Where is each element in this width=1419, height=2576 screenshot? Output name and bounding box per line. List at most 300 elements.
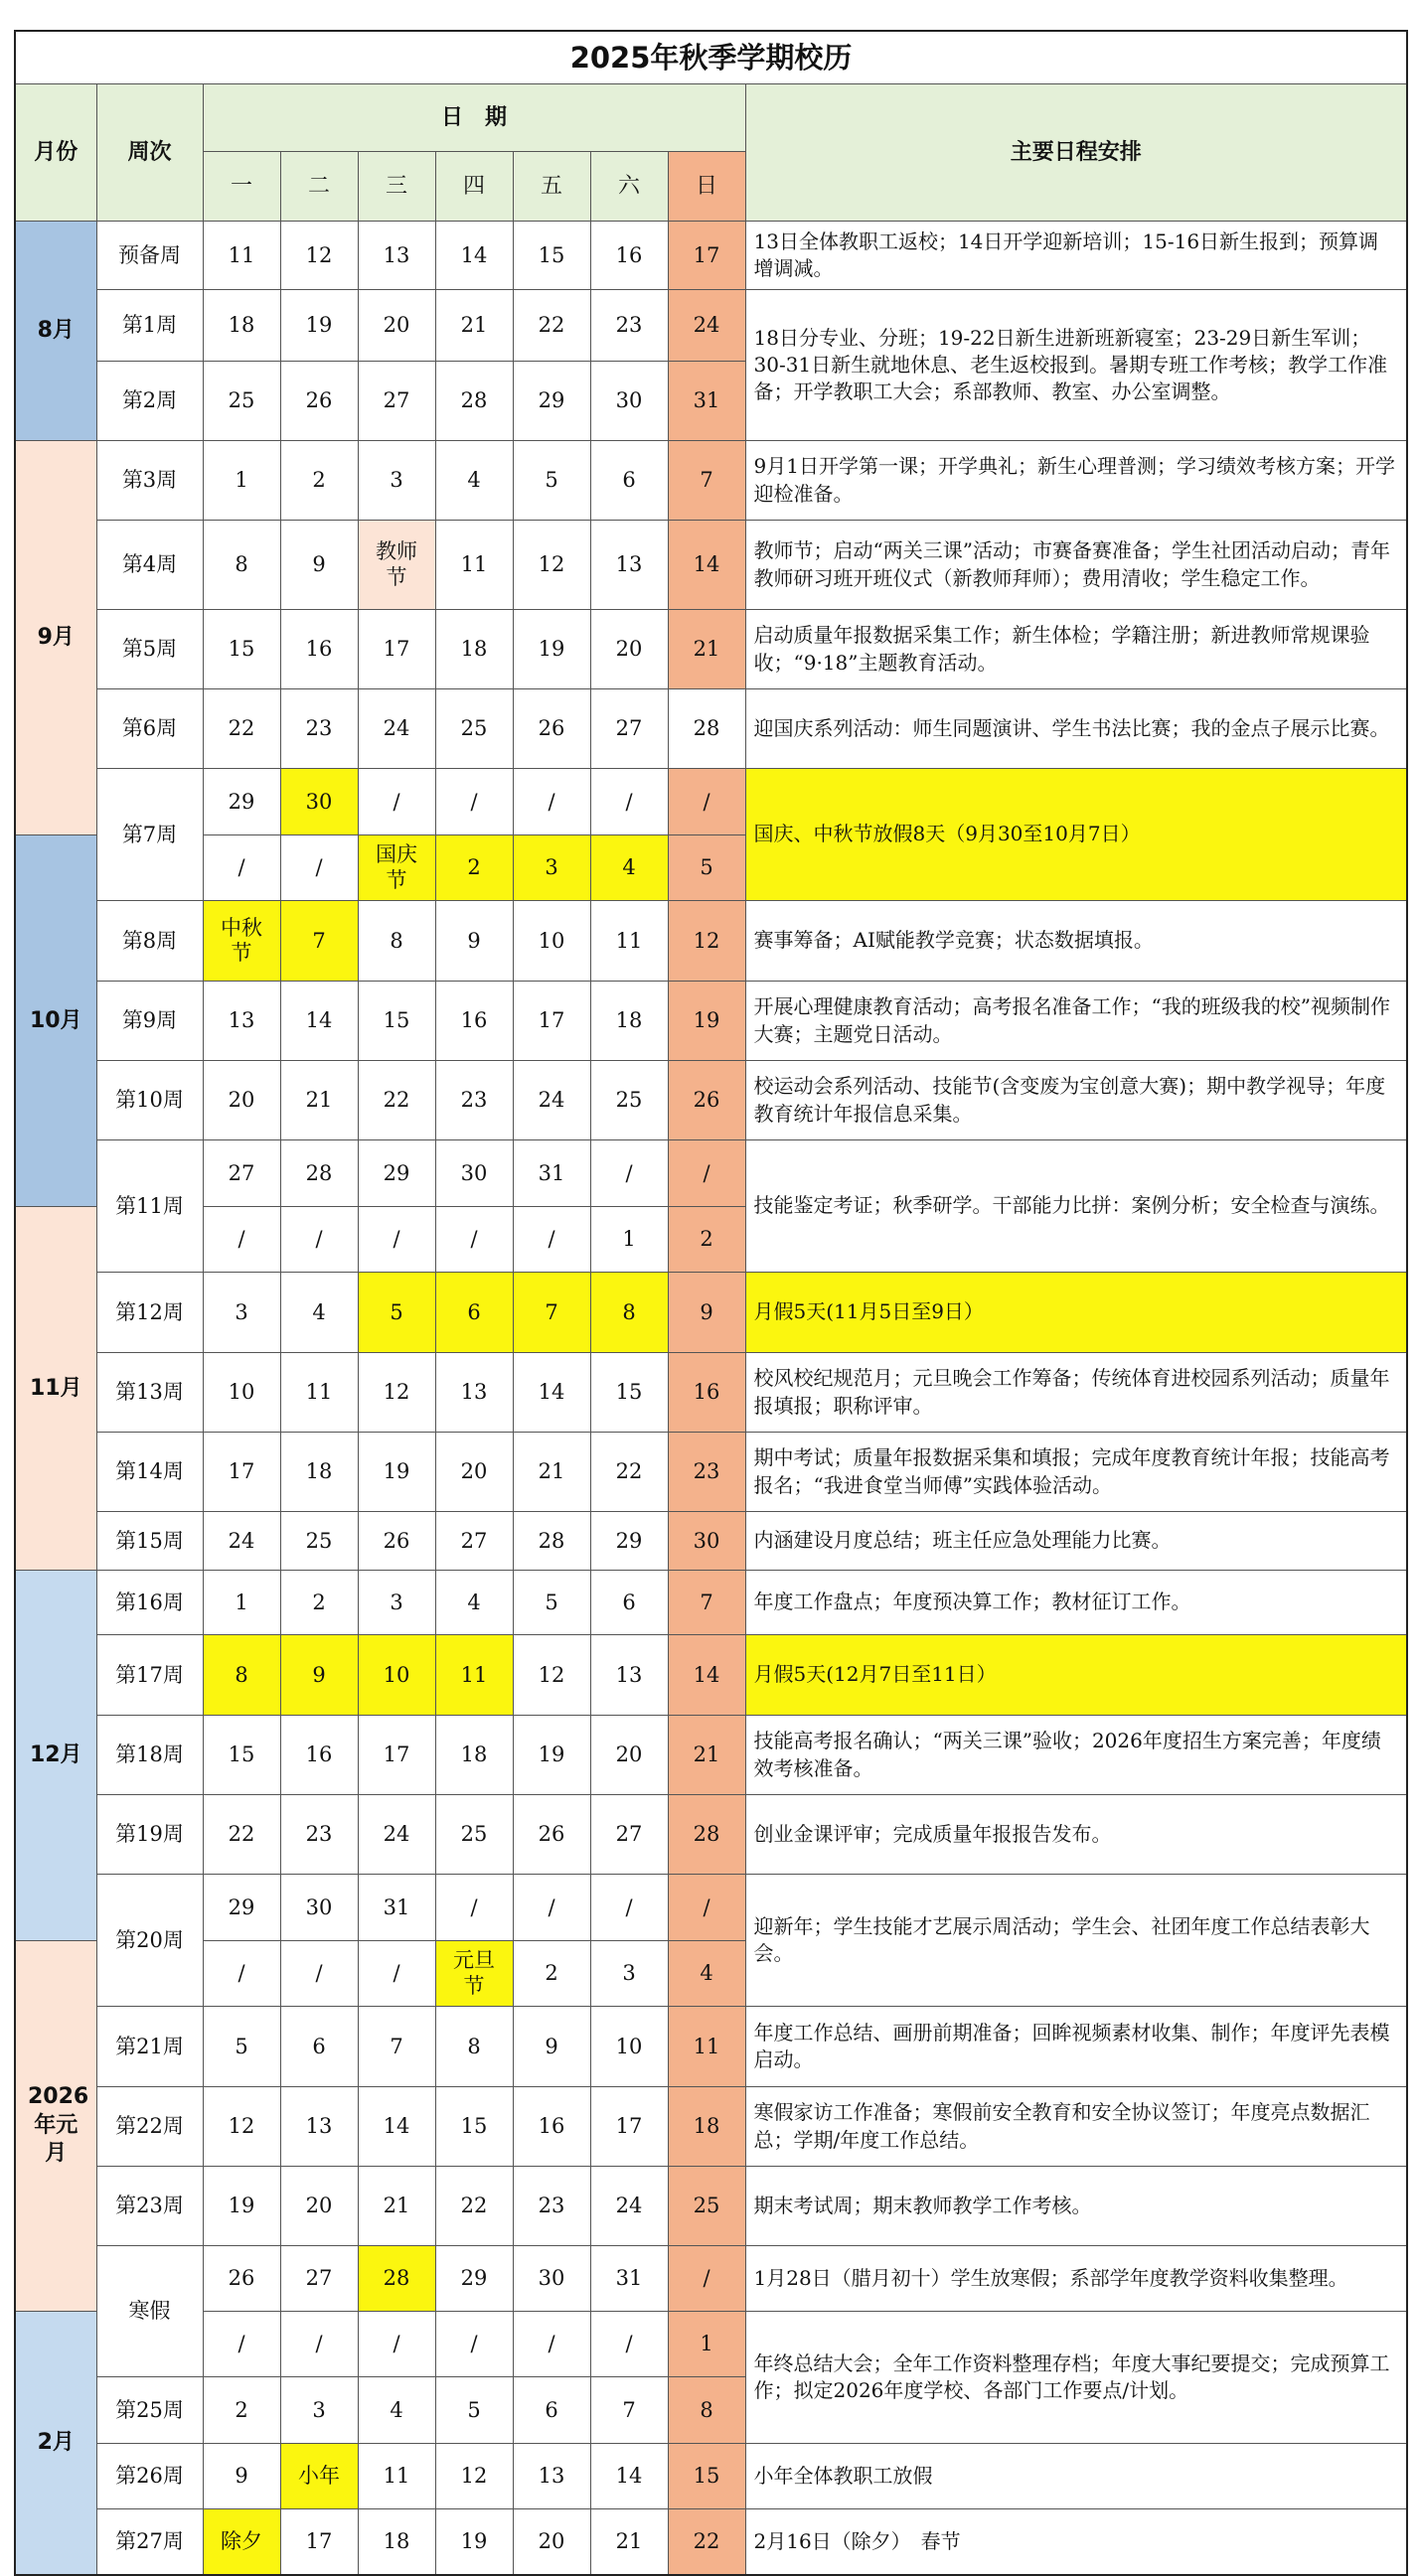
day-cell-sun: 14 xyxy=(668,521,745,610)
month-label-sep: 9月 xyxy=(15,441,96,835)
day-cell-sat: 20 xyxy=(590,1716,668,1795)
day-cell-wed: 17 xyxy=(358,610,435,689)
header-row xyxy=(15,84,1407,152)
day-cell-tue: 16 xyxy=(280,610,358,689)
week-row xyxy=(15,290,1407,362)
day-cell-mon: 17 xyxy=(203,1433,280,1512)
day-cell-thu: 9 xyxy=(435,901,513,982)
day-cell-thu: 29 xyxy=(435,2246,513,2312)
event-cell: 9月1日开学第一课；开学典礼；新生心理普测；学习绩效考核方案；开学迎检准备。 xyxy=(745,441,1407,521)
day-cell-fri: 5 xyxy=(513,441,590,521)
day-cell-sat: 30 xyxy=(590,362,668,441)
day-cell-tue: 28 xyxy=(280,1140,358,1207)
day-cell-sun: 18 xyxy=(668,2087,745,2167)
week-label: 第12周 xyxy=(96,1273,203,1353)
calendar-title: 2025年秋季学期校历 xyxy=(15,31,1407,84)
day-cell-wed: 3 xyxy=(358,441,435,521)
day-cell-sat: 16 xyxy=(590,222,668,290)
day-cell-wed: 22 xyxy=(358,1061,435,1140)
day-cell-thu: 12 xyxy=(435,2444,513,2509)
week-label: 第1周 xyxy=(96,290,203,362)
day-cell-fri: 19 xyxy=(513,1716,590,1795)
day-cell-fri: 5 xyxy=(513,1571,590,1635)
day-cell-tue: / xyxy=(280,2312,358,2377)
title-row xyxy=(15,31,1407,84)
day-cell-mon: 19 xyxy=(203,2167,280,2246)
week-row xyxy=(15,1875,1407,1941)
day-cell-wed: 27 xyxy=(358,362,435,441)
day-cell-fri: 15 xyxy=(513,222,590,290)
day-cell-tue: 12 xyxy=(280,222,358,290)
weekday-wed: 三 xyxy=(358,152,435,222)
day-cell-mon: 11 xyxy=(203,222,280,290)
day-cell-sun: 8 xyxy=(668,2377,745,2444)
week-label: 第21周 xyxy=(96,2007,203,2087)
weekday-thu: 四 xyxy=(435,152,513,222)
event-cell: 18日分专业、分班；19-22日新生进新班新寝室；23-29日新生军训；30-31日新生就地休息、老生返校报到。暑期专班工作考核；教学工作准备；开学教职工大会；系部教师、教室、办公室调整。 xyxy=(745,290,1407,441)
day-cell-thu: 16 xyxy=(435,982,513,1061)
day-cell-fri: 12 xyxy=(513,521,590,610)
event-cell: 校风校纪规范月；元旦晚会工作筹备；传统体育进校园系列活动；质量年报填报；职称评审。 xyxy=(745,1353,1407,1433)
day-cell-fri: 20 xyxy=(513,2509,590,2575)
day-cell-wed: 15 xyxy=(358,982,435,1061)
day-cell-mon: 18 xyxy=(203,290,280,362)
day-cell-sun: 19 xyxy=(668,982,745,1061)
day-cell-tue: 6 xyxy=(280,2007,358,2087)
day-cell-sun: 22 xyxy=(668,2509,745,2575)
event-cell: 年度工作盘点；年度预决算工作；教材征订工作。 xyxy=(745,1571,1407,1635)
day-cell-fri: 9 xyxy=(513,2007,590,2087)
day-cell-fri: / xyxy=(513,769,590,835)
month-label-jan: 2026年元月 xyxy=(15,1941,96,2312)
week-row xyxy=(15,441,1407,521)
day-cell-sun: 21 xyxy=(668,1716,745,1795)
day-cell-wed: 8 xyxy=(358,901,435,982)
day-cell-sat: 27 xyxy=(590,689,668,769)
week-label: 第16周 xyxy=(96,1571,203,1635)
week-label: 第3周 xyxy=(96,441,203,521)
event-cell: 13日全体教职工返校；14日开学迎新培训；15-16日新生报到；预算调增调减。 xyxy=(745,222,1407,290)
event-cell: 迎国庆系列活动：师生同题演讲、学生书法比赛；我的金点子展示比赛。 xyxy=(745,689,1407,769)
day-cell-sun: 25 xyxy=(668,2167,745,2246)
day-cell-sun: / xyxy=(668,1140,745,1207)
week-label: 第14周 xyxy=(96,1433,203,1512)
day-cell-sat: 13 xyxy=(590,521,668,610)
day-cell-fri: 29 xyxy=(513,362,590,441)
month-label-aug: 8月 xyxy=(15,222,96,441)
event-cell: 期中考试；质量年报数据采集和填报；完成年度教育统计年报；技能高考报名；“我进食堂当师傅”实践体验活动。 xyxy=(745,1433,1407,1512)
day-cell-fri: 17 xyxy=(513,982,590,1061)
day-cell-mon: 除夕 xyxy=(203,2509,280,2575)
day-cell-fri: 12 xyxy=(513,1635,590,1716)
day-cell-sun: 1 xyxy=(668,2312,745,2377)
day-cell-wed: 26 xyxy=(358,1512,435,1571)
day-cell-mon: 24 xyxy=(203,1512,280,1571)
day-cell-sun: / xyxy=(668,2246,745,2312)
day-cell-fri: 10 xyxy=(513,901,590,982)
day-cell-sat: 6 xyxy=(590,1571,668,1635)
day-cell-sat: 15 xyxy=(590,1353,668,1433)
week-label: 第18周 xyxy=(96,1716,203,1795)
day-cell-sun: 7 xyxy=(668,441,745,521)
day-cell-thu: / xyxy=(435,2312,513,2377)
week-header: 周次 xyxy=(96,84,203,222)
month-label-oct: 10月 xyxy=(15,835,96,1207)
day-cell-mon: 1 xyxy=(203,1571,280,1635)
week-row xyxy=(15,1512,1407,1571)
week-row xyxy=(15,982,1407,1061)
week-row xyxy=(15,2007,1407,2087)
day-cell-thu: 14 xyxy=(435,222,513,290)
week-label: 第19周 xyxy=(96,1795,203,1875)
week-label: 第7周 xyxy=(96,769,203,901)
week-label: 第2周 xyxy=(96,362,203,441)
day-cell-mon: 13 xyxy=(203,982,280,1061)
day-cell-wed: 4 xyxy=(358,2377,435,2444)
event-cell: 年终总结大会；全年工作资料整理存档；年度大事纪要提交；完成预算工作；拟定2026年度学校、各部门工作要点/计划。 xyxy=(745,2312,1407,2444)
day-cell-wed: / xyxy=(358,2312,435,2377)
day-cell-fri: 24 xyxy=(513,1061,590,1140)
day-cell-fri: 22 xyxy=(513,290,590,362)
weekday-mon: 一 xyxy=(203,152,280,222)
day-cell-tue: 14 xyxy=(280,982,358,1061)
day-cell-wed: 29 xyxy=(358,1140,435,1207)
day-cell-thu: 21 xyxy=(435,290,513,362)
day-cell-wed: 19 xyxy=(358,1433,435,1512)
week-label: 第4周 xyxy=(96,521,203,610)
month-header: 月份 xyxy=(15,84,96,222)
day-cell-sun: 7 xyxy=(668,1571,745,1635)
day-cell-thu: / xyxy=(435,769,513,835)
week-label: 第26周 xyxy=(96,2444,203,2509)
day-cell-mon: 20 xyxy=(203,1061,280,1140)
day-cell-sun: 12 xyxy=(668,901,745,982)
event-cell: 技能高考报名确认；“两关三课”验收；2026年度招生方案完善；年度绩效考核准备。 xyxy=(745,1716,1407,1795)
day-cell-tue: 23 xyxy=(280,689,358,769)
event-cell: 小年全体教职工放假 xyxy=(745,2444,1407,2509)
day-cell-tue: 23 xyxy=(280,1795,358,1875)
week-row xyxy=(15,2444,1407,2509)
event-cell: 内涵建设月度总结；班主任应急处理能力比赛。 xyxy=(745,1512,1407,1571)
day-cell-sat: / xyxy=(590,1140,668,1207)
day-cell-mon: / xyxy=(203,835,280,901)
month-label-feb: 2月 xyxy=(15,2312,96,2575)
day-cell-tue: / xyxy=(280,1207,358,1273)
day-cell-fri: 14 xyxy=(513,1353,590,1433)
day-cell-sat: 20 xyxy=(590,610,668,689)
day-cell-sat: 25 xyxy=(590,1061,668,1140)
day-cell-mon: 22 xyxy=(203,689,280,769)
week-label: 预备周 xyxy=(96,222,203,290)
week-row xyxy=(15,1273,1407,1353)
day-cell-mon: 5 xyxy=(203,2007,280,2087)
day-cell-sun: 24 xyxy=(668,290,745,362)
day-cell-mon: 22 xyxy=(203,1795,280,1875)
week-row xyxy=(15,1635,1407,1716)
day-cell-tue: 27 xyxy=(280,2246,358,2312)
day-cell-tue: 3 xyxy=(280,2377,358,2444)
day-cell-fri: 3 xyxy=(513,835,590,901)
day-cell-sun: 16 xyxy=(668,1353,745,1433)
week-label: 第10周 xyxy=(96,1061,203,1140)
day-cell-sat: 11 xyxy=(590,901,668,982)
day-cell-tue: 9 xyxy=(280,521,358,610)
event-cell: 2月16日（除夕） 春节 xyxy=(745,2509,1407,2575)
day-cell-tue: 30 xyxy=(280,769,358,835)
day-cell-tue: 26 xyxy=(280,362,358,441)
week-label: 第23周 xyxy=(96,2167,203,2246)
week-row xyxy=(15,610,1407,689)
day-cell-sat: / xyxy=(590,1875,668,1941)
day-cell-sun: 14 xyxy=(668,1635,745,1716)
day-cell-mon: 9 xyxy=(203,2444,280,2509)
day-cell-thu: 元旦节 xyxy=(435,1941,513,2007)
day-cell-mon: 15 xyxy=(203,610,280,689)
day-cell-tue: 11 xyxy=(280,1353,358,1433)
event-cell: 月假5天(12月7日至11日） xyxy=(745,1635,1407,1716)
event-cell: 开展心理健康教育活动；高考报名准备工作；“我的班级我的校”视频制作大赛；主题党日活动。 xyxy=(745,982,1407,1061)
day-cell-wed: 24 xyxy=(358,689,435,769)
school-calendar-table xyxy=(14,30,1408,2576)
day-cell-fri: / xyxy=(513,1875,590,1941)
day-cell-wed: / xyxy=(358,1207,435,1273)
day-cell-sat: 1 xyxy=(590,1207,668,1273)
day-cell-wed: / xyxy=(358,769,435,835)
weekday-fri: 五 xyxy=(513,152,590,222)
week-label: 第20周 xyxy=(96,1875,203,2007)
day-cell-wed: 3 xyxy=(358,1571,435,1635)
day-cell-fri: 28 xyxy=(513,1512,590,1571)
day-cell-tue: 21 xyxy=(280,1061,358,1140)
week-label: 第25周 xyxy=(96,2377,203,2444)
day-cell-wed: 国庆节 xyxy=(358,835,435,901)
day-cell-wed: 21 xyxy=(358,2167,435,2246)
day-cell-sat: 6 xyxy=(590,441,668,521)
day-cell-fri: 26 xyxy=(513,689,590,769)
week-row xyxy=(15,1433,1407,1512)
day-cell-tue: 2 xyxy=(280,441,358,521)
day-cell-fri: 30 xyxy=(513,2246,590,2312)
day-cell-wed: / xyxy=(358,1941,435,2007)
day-cell-fri: / xyxy=(513,2312,590,2377)
week-row xyxy=(15,689,1407,769)
day-cell-tue: 25 xyxy=(280,1512,358,1571)
day-cell-sun: 17 xyxy=(668,222,745,290)
day-cell-thu: 5 xyxy=(435,2377,513,2444)
week-row xyxy=(15,2087,1407,2167)
day-cell-mon: 25 xyxy=(203,362,280,441)
day-cell-thu: 19 xyxy=(435,2509,513,2575)
day-cell-mon: 15 xyxy=(203,1716,280,1795)
day-cell-thu: 6 xyxy=(435,1273,513,1353)
calendar-body xyxy=(15,31,1407,2575)
day-cell-sat: 4 xyxy=(590,835,668,901)
day-cell-mon: / xyxy=(203,1207,280,1273)
day-cell-sat: 14 xyxy=(590,2444,668,2509)
week-label: 第27周 xyxy=(96,2509,203,2575)
day-cell-sun: 26 xyxy=(668,1061,745,1140)
event-cell: 寒假家访工作准备；寒假前安全教育和安全协议签订；年度亮点数据汇总；学期/年度工作总结。 xyxy=(745,2087,1407,2167)
week-label: 第13周 xyxy=(96,1353,203,1433)
day-cell-tue: 19 xyxy=(280,290,358,362)
week-label: 第15周 xyxy=(96,1512,203,1571)
week-label: 寒假 xyxy=(96,2246,203,2377)
day-cell-mon: 1 xyxy=(203,441,280,521)
day-cell-sat: 23 xyxy=(590,290,668,362)
day-cell-thu: 15 xyxy=(435,2087,513,2167)
week-row xyxy=(15,521,1407,610)
day-cell-tue: 30 xyxy=(280,1875,358,1941)
day-cell-sat: 22 xyxy=(590,1433,668,1512)
day-cell-sun: 9 xyxy=(668,1273,745,1353)
day-cell-sun: 2 xyxy=(668,1207,745,1273)
event-cell: 月假5天(11月5日至9日） xyxy=(745,1273,1407,1353)
day-cell-wed: 教师节 xyxy=(358,521,435,610)
day-cell-sun: / xyxy=(668,769,745,835)
weekday-sun: 日 xyxy=(668,152,745,222)
day-cell-sun: 15 xyxy=(668,2444,745,2509)
event-cell: 技能鉴定考证；秋季研学。干部能力比拼：案例分析；安全检查与演练。 xyxy=(745,1140,1407,1273)
week-label: 第5周 xyxy=(96,610,203,689)
day-cell-sun: 28 xyxy=(668,689,745,769)
event-cell: 年度工作总结、画册前期准备；回眸视频素材收集、制作；年度评先表模启动。 xyxy=(745,2007,1407,2087)
day-cell-wed: 11 xyxy=(358,2444,435,2509)
day-cell-sat: / xyxy=(590,2312,668,2377)
day-cell-sat: 3 xyxy=(590,1941,668,2007)
day-cell-thu: / xyxy=(435,1875,513,1941)
day-cell-mon: 10 xyxy=(203,1353,280,1433)
dates-header: 日 期 xyxy=(203,84,745,152)
day-cell-mon: 8 xyxy=(203,521,280,610)
day-cell-wed: 12 xyxy=(358,1353,435,1433)
day-cell-mon: / xyxy=(203,1941,280,2007)
week-label: 第17周 xyxy=(96,1635,203,1716)
day-cell-sat: 27 xyxy=(590,1795,668,1875)
day-cell-sat: / xyxy=(590,769,668,835)
event-cell: 教师节；启动“两关三课”活动；市赛备赛准备；学生社团活动启动；青年教师研习班开班仪式（新教师拜师）；费用清收；学生稳定工作。 xyxy=(745,521,1407,610)
weekday-tue: 二 xyxy=(280,152,358,222)
day-cell-fri: 2 xyxy=(513,1941,590,2007)
day-cell-wed: 28 xyxy=(358,2246,435,2312)
day-cell-sat: 13 xyxy=(590,1635,668,1716)
day-cell-mon: 27 xyxy=(203,1140,280,1207)
week-row xyxy=(15,1061,1407,1140)
day-cell-mon: 29 xyxy=(203,1875,280,1941)
day-cell-thu: 28 xyxy=(435,362,513,441)
day-cell-fri: 16 xyxy=(513,2087,590,2167)
day-cell-mon: 8 xyxy=(203,1635,280,1716)
day-cell-sat: 17 xyxy=(590,2087,668,2167)
event-cell: 启动质量年报数据采集工作；新生体检；学籍注册；新进教师常规课验收；“9·18”主题教育活动。 xyxy=(745,610,1407,689)
day-cell-fri: 21 xyxy=(513,1433,590,1512)
day-cell-thu: 2 xyxy=(435,835,513,901)
day-cell-fri: 13 xyxy=(513,2444,590,2509)
day-cell-fri: 23 xyxy=(513,2167,590,2246)
week-row xyxy=(15,1795,1407,1875)
event-cell: 创业金课评审；完成质量年报报告发布。 xyxy=(745,1795,1407,1875)
day-cell-tue: 小年 xyxy=(280,2444,358,2509)
week-row xyxy=(15,769,1407,835)
day-cell-thu: 25 xyxy=(435,689,513,769)
day-cell-wed: 14 xyxy=(358,2087,435,2167)
week-label: 第9周 xyxy=(96,982,203,1061)
day-cell-thu: 4 xyxy=(435,441,513,521)
event-cell: 国庆、中秋节放假8天（9月30至10月7日） xyxy=(745,769,1407,901)
day-cell-tue: / xyxy=(280,1941,358,2007)
weekday-sat: 六 xyxy=(590,152,668,222)
day-cell-fri: 7 xyxy=(513,1273,590,1353)
day-cell-sun: 23 xyxy=(668,1433,745,1512)
week-row xyxy=(15,2312,1407,2377)
day-cell-thu: 18 xyxy=(435,1716,513,1795)
day-cell-sat: 7 xyxy=(590,2377,668,2444)
day-cell-sat: 18 xyxy=(590,982,668,1061)
day-cell-thu: 27 xyxy=(435,1512,513,1571)
day-cell-fri: 19 xyxy=(513,610,590,689)
day-cell-sun: 4 xyxy=(668,1941,745,2007)
week-row xyxy=(15,2509,1407,2575)
day-cell-thu: 23 xyxy=(435,1061,513,1140)
week-row xyxy=(15,2167,1407,2246)
week-label: 第22周 xyxy=(96,2087,203,2167)
day-cell-tue: 18 xyxy=(280,1433,358,1512)
week-row xyxy=(15,1353,1407,1433)
day-cell-fri: 31 xyxy=(513,1140,590,1207)
day-cell-mon: 中秋节 xyxy=(203,901,280,982)
day-cell-thu: 4 xyxy=(435,1571,513,1635)
day-cell-wed: 17 xyxy=(358,1716,435,1795)
events-header: 主要日程安排 xyxy=(745,84,1407,222)
week-row xyxy=(15,1140,1407,1207)
day-cell-wed: 24 xyxy=(358,1795,435,1875)
day-cell-thu: 11 xyxy=(435,521,513,610)
day-cell-thu: 22 xyxy=(435,2167,513,2246)
day-cell-wed: 18 xyxy=(358,2509,435,2575)
day-cell-thu: / xyxy=(435,1207,513,1273)
day-cell-sat: 21 xyxy=(590,2509,668,2575)
day-cell-wed: 31 xyxy=(358,1875,435,1941)
month-label-nov: 11月 xyxy=(15,1207,96,1571)
day-cell-thu: 20 xyxy=(435,1433,513,1512)
day-cell-tue: 7 xyxy=(280,901,358,982)
day-cell-sun: 31 xyxy=(668,362,745,441)
day-cell-sat: 8 xyxy=(590,1273,668,1353)
day-cell-sun: 28 xyxy=(668,1795,745,1875)
day-cell-thu: 18 xyxy=(435,610,513,689)
event-cell: 期末考试周；期末教师教学工作考核。 xyxy=(745,2167,1407,2246)
week-label: 第11周 xyxy=(96,1140,203,1273)
week-label: 第8周 xyxy=(96,901,203,982)
day-cell-mon: 29 xyxy=(203,769,280,835)
day-cell-tue: 9 xyxy=(280,1635,358,1716)
day-cell-fri: / xyxy=(513,1207,590,1273)
day-cell-tue: 4 xyxy=(280,1273,358,1353)
day-cell-sun: 11 xyxy=(668,2007,745,2087)
day-cell-thu: 30 xyxy=(435,1140,513,1207)
day-cell-mon: 26 xyxy=(203,2246,280,2312)
day-cell-sat: 10 xyxy=(590,2007,668,2087)
day-cell-mon: 3 xyxy=(203,1273,280,1353)
day-cell-sat: 29 xyxy=(590,1512,668,1571)
day-cell-tue: / xyxy=(280,835,358,901)
day-cell-thu: 8 xyxy=(435,2007,513,2087)
week-row xyxy=(15,222,1407,290)
day-cell-sun: 21 xyxy=(668,610,745,689)
day-cell-thu: 25 xyxy=(435,1795,513,1875)
day-cell-wed: 20 xyxy=(358,290,435,362)
month-label-dec: 12月 xyxy=(15,1571,96,1941)
week-row xyxy=(15,2246,1407,2312)
